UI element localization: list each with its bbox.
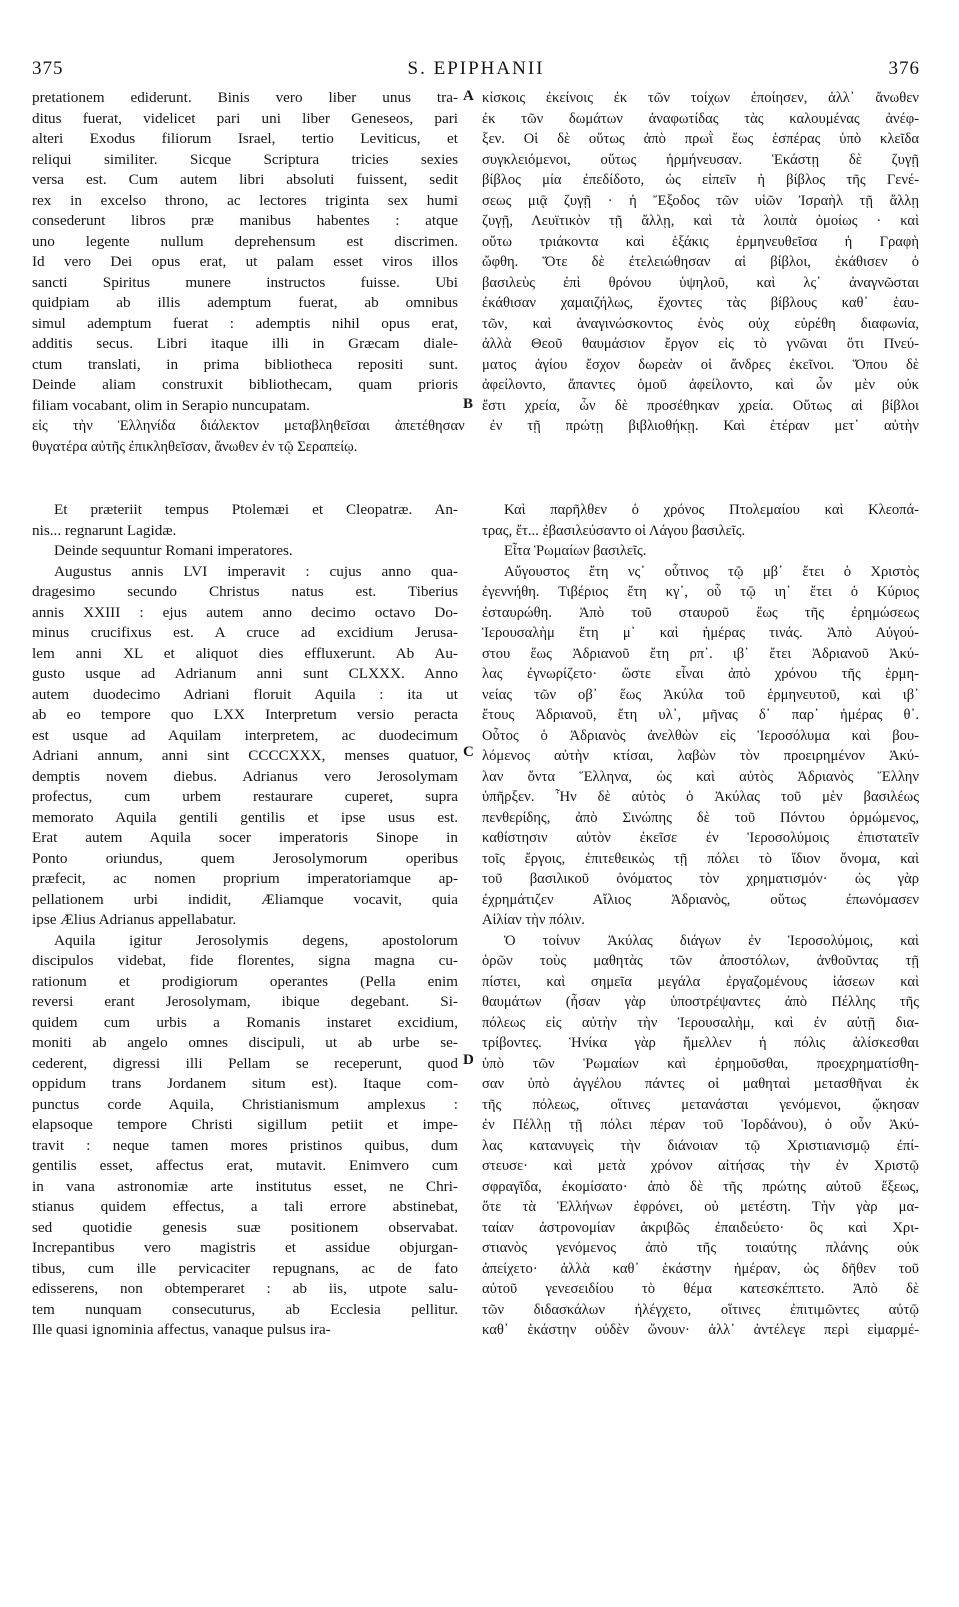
text-line: λαν ὄντα Ἕλληνα, ὡς καὶ αὐτὸς Ἀδριανὸς Ἕλλην bbox=[482, 768, 919, 785]
text-line: νείας τῶν οβ᾽ ἕως Ἀκύλα τοῦ ἑρμηνευτοῦ, καὶ ιβ᾽ bbox=[482, 686, 919, 703]
text-line: ἔστι χρεία, ὧν δὲ προσέθηκαν χρεία. Οὕτως αἱ βίβλοι bbox=[482, 397, 919, 414]
right-page-number: 376 bbox=[888, 58, 920, 79]
text-line: ἐκάθισαν χαμαιζήλως, ἔχοντες τὰς βίβλους καθ᾽ ἑαυ- bbox=[482, 295, 919, 311]
text-line: Increpantibus vero magistris et assidue objurgan- bbox=[32, 1239, 458, 1256]
text-line: ἔτους Ἀδριανοῦ, ἔτη υλ᾽, μῆνας δ᾽ παρ᾽ ἡμέρας θ᾽. bbox=[482, 707, 919, 723]
text-line: ζυγῇ, Λευϊτικὸν τῇ ἄλλῃ, καὶ τὰ λοιπὰ ὁμοίως · καὶ bbox=[482, 213, 919, 229]
text-line: sancti Spiritus munere instructos fuisse. Ubi bbox=[32, 273, 458, 291]
text-line: Εἶτα Ῥωμαίων βασιλεῖς. bbox=[504, 543, 647, 559]
text-line: πενθερίδης, ἀπὸ Σινώπης δὲ τοῦ Πόντου ὁρμώμενος, bbox=[482, 809, 919, 826]
text-line: discipulos videbat, fide florentes, signa magna cu- bbox=[32, 952, 458, 969]
text-line: ὑπῆρξεν. Ἦν δὲ αὐτὸς ὁ Ἀκύλας τοῦ μὲν βασιλέως bbox=[482, 789, 919, 805]
text-line: ταίαν ἀστρονομίαν ἀκριβῶς ἐπαιδεύετο· ὃς καὶ Χρι- bbox=[482, 1219, 919, 1236]
text-line: Ille quasi ignominia affectus, vanaque pulsus ira- bbox=[32, 1321, 331, 1338]
text-line: sed quotidie genesis suæ positionem observabat. bbox=[32, 1218, 458, 1236]
margin-marker-c: C bbox=[463, 744, 474, 760]
text-line: ipse Ælius Adrianus appellabatur. bbox=[32, 911, 237, 928]
latin-column-top bbox=[32, 88, 458, 416]
text-line: λας κατανυγεὶς τὴν διάνοιαν τῷ Χριστιανισμῷ ἐπί- bbox=[482, 1137, 919, 1154]
greek-full-width-lines bbox=[32, 416, 919, 457]
text-line: ἐκ τῶν δωμάτων ἀναφωτίδας τὰς καλουμένας ἀνέφ- bbox=[482, 110, 919, 127]
text-line: minus crucifixus est. A cruce ad excidium Jerusa- bbox=[32, 624, 458, 641]
text-line: Ponto oriundus, quem Jerosolymorum operibus bbox=[32, 849, 458, 867]
text-line: θυγατέρα αὐτῆς ἐπικληθεῖσαν, ἄνωθεν ἐν τῷ Σεραπείῳ. bbox=[32, 438, 358, 455]
text-line: in vana astronomiæ arte institutus esset, ne Chri- bbox=[32, 1177, 458, 1195]
text-line: gusto usque ad Adrianum anni sunt CLXXX. Anno bbox=[32, 665, 458, 682]
text-line: στιανὸς γενόμενος ἀπὸ τῆς τοιαύτης πλάνης οὐκ bbox=[482, 1240, 919, 1256]
text-line: pretationem ediderunt. Binis vero liber unus tra- bbox=[32, 89, 458, 106]
text-line: αὐτοῦ γενεσειδίου τὸ θέμα κατεσκέπτετο. Ἀπὸ δὲ bbox=[482, 1281, 919, 1297]
text-line: Ἱερουσαλὴμ ἔτη μ᾽ καὶ ἡμέρας τινάς. Ἀπὸ Αὐγού- bbox=[482, 625, 919, 641]
text-line: τῆς πόλεως, οἵτινες μετανάσται γενόμενοι, ᾤκησαν bbox=[482, 1096, 919, 1113]
text-line: rationum et prodigiorum operantes (Pella enim bbox=[32, 972, 458, 990]
text-line: alteri Exodus filiorum Israel, tertio Leviticus, et bbox=[32, 130, 458, 147]
text-line: uno legente nullum deprehensum est discrimen. bbox=[32, 232, 458, 250]
text-line: additis secus. Libri itaque illi in Græcam diale- bbox=[32, 335, 458, 352]
text-line: πόλεως εἰς αὐτὴν τὴν Ἱερουσαλὴμ, καὶ ἐν αὐτῇ δια- bbox=[482, 1014, 919, 1031]
margin-marker-b: B bbox=[463, 396, 474, 412]
text-line: quidem cum urbis a Romanis instaret excidium, bbox=[32, 1013, 458, 1031]
text-line: ditus fuerat, videlicet pari uni liber Geneseos, pari bbox=[32, 109, 458, 127]
text-line: rex in excelso throno, ac lectores triginta sex humi bbox=[32, 191, 458, 209]
latin-column-bottom bbox=[32, 500, 458, 1341]
text-line: ξεν. Οἱ δὲ οὕτως ἀπὸ πρωῒ ἕως ἑσπέρας ὑπὸ κλεῖδα bbox=[482, 131, 919, 147]
text-line: moniti ab angelo omnes discipuli, ut ab urbe se- bbox=[32, 1034, 458, 1051]
text-line: οὕτω τριάκοντα καὶ ἑξάκις ἑρμηνευθεῖσα ἡ Γραφὴ bbox=[482, 233, 919, 250]
text-line: elapsoque tempore Christi sigillum petiit et impe- bbox=[32, 1116, 458, 1133]
text-line: ἀλλὰ Θεοῦ θαυμάσιον ἔργον εἰς τὸ γνῶναι ὅτι Πνεύ- bbox=[482, 336, 919, 352]
text-line: dragesimo secundo Christus natus est. Tiberius bbox=[32, 583, 458, 600]
text-line: ἀπείχετο· ἀλλὰ καθ᾽ ἑκάστην ἡμέραν, ὡς δῆθεν τοῦ bbox=[482, 1260, 919, 1277]
text-line: βασιλεὺς ἐπὶ θρόνου ὑψηλοῦ, καὶ λς᾽ ἀναγνῶσται bbox=[482, 274, 919, 291]
text-line: Augustus annis LVI imperavit : cujus anno qua- bbox=[54, 562, 458, 580]
text-line: πίστει, καὶ σημεῖα μεγάλα ἐργαζομένους ἰάσεων καὶ bbox=[482, 973, 919, 990]
text-line: ὤφθη. Ὅτε δὲ ἐτελειώθησαν αἱ βίβλοι, ἐκάθισεν ὁ bbox=[482, 254, 919, 270]
text-line: travit : neque tamen mores pristinos quibus, dum bbox=[32, 1136, 458, 1154]
text-line: Αὔγουστος ἔτη νς᾽ οὗτινος τῷ μβ᾽ ἔτει ὁ Χριστὸς bbox=[504, 563, 919, 580]
text-line: gentilis esset, affectus erat, mutavit. Enimvero cum bbox=[32, 1157, 458, 1174]
text-line: ἐν Πέλλῃ τῇ πόλει πέραν τοῦ Ἰορδάνου), ὁ οὖν Ἀκύ- bbox=[482, 1117, 919, 1133]
text-line: simul ademptum fuerat : ademptis nihil opus erat, bbox=[32, 314, 458, 332]
text-line: tibus, cum ille pervicaciter repugnans, ac de fato bbox=[32, 1259, 458, 1277]
text-line: quidpiam ab illis ademptum fuerat, ab omnibus bbox=[32, 294, 458, 311]
greek-column-bottom bbox=[482, 500, 919, 1341]
text-line: edisserens, non obtemperaret : ab iis, utpote salu- bbox=[32, 1280, 458, 1297]
text-line: oppidum trans Jordanem situm est). Itaque com- bbox=[32, 1075, 458, 1092]
greek-column-top bbox=[482, 88, 919, 416]
text-line: ἀφείλοντο, ἅπαντες ὁμοῦ ἀφείλοντο, καὶ ὧν μὲν οὐκ bbox=[482, 377, 919, 393]
text-line: filiam vocabant, olim in Serapio nuncupatam. bbox=[32, 396, 310, 414]
text-line: τοῦ βασιλικοῦ ὀνόματος τὸν χρηματισμόν· ὡς γὰρ bbox=[482, 871, 919, 887]
text-line: σαν ὑπὸ ἀγγέλου πάντες οἱ μαθηταὶ μετασθῆναι ἐκ bbox=[482, 1076, 919, 1092]
text-line: ὁρῶν τοὺς μαθητὰς τῶν ἀποστόλων, ἀνθοῦντας τῇ bbox=[482, 953, 919, 969]
text-line: annis XXIII : ejus autem anno decimo octavo Do- bbox=[32, 603, 458, 621]
text-line: profectus, cum urbem restaurare cuperet, supra bbox=[32, 788, 458, 805]
text-line: nis... regnarunt Lagidæ. bbox=[32, 521, 177, 539]
text-line: τῶν, καὶ ἀναγινώσκοντος ἑνὸς οὐχ εὑρέθη διαφωνία, bbox=[482, 315, 919, 332]
text-line: pellationem urbi indidit, Æliamque vocavit, quia bbox=[32, 890, 458, 908]
text-line: Αἰλίαν τὴν πόλιν. bbox=[482, 912, 585, 928]
text-line: cederent, digressi illi Pellam se receperunt, quod bbox=[32, 1054, 458, 1072]
left-page-number: 375 bbox=[32, 58, 64, 79]
margin-marker-d: D bbox=[463, 1052, 474, 1068]
text-line: ματος ἁγίου ἔσχον δωρεὰν οἱ ἄνδρες ἐκεῖνοι. Ὅπου δὲ bbox=[482, 356, 919, 373]
text-line: reversi erant Jerosolymam, ibique degebant. Si- bbox=[32, 993, 458, 1010]
text-line: ab eo tempore quo LXX Interpretum versio peracta bbox=[32, 706, 458, 723]
text-line: στου ἕως Ἀδριανοῦ ἔτη ρπ᾽. ιβ᾽ ἔτει Ἀδριανοῦ Ἀκύ- bbox=[482, 645, 919, 662]
text-line: εἰς τὴν Ἑλληνίδα διάλεκτον μεταβληθεῖσαι ἀπετέθησαν ἐν τῇ πρώτῃ βιβλιοθήκῃ. Καὶ ἑτέραν μετ᾽ αὐτὴν bbox=[32, 418, 919, 434]
text-line: versa est. Cum autem libri absoluti fuissent, sedit bbox=[32, 171, 458, 188]
text-line: τρας, ἔτ... ἐβασιλεύσαντο οἱ Λάγου βασιλεῖς. bbox=[482, 522, 746, 539]
text-line: βίβλος μία ἐπεδίδοτο, ὡς εἰπεῖν ἡ βίβλος τῆς Γενέ- bbox=[482, 172, 919, 188]
text-line: καθίστησιν αὐτὸν ἐκεῖσε ἐν Ἱεροσολύμοις ἐπιστατεῖν bbox=[482, 830, 919, 846]
text-line: stianus quidem effectus, a tali errore abstinebat, bbox=[32, 1198, 458, 1215]
text-line: λας ἐγνωρίζετο· ὥστε εἶναι ἀπὸ χρόνου τῆς ἑρμη- bbox=[482, 666, 919, 682]
running-title: S. EPIPHANII bbox=[407, 58, 545, 79]
text-line: reliqui similiter. Sicque Scriptura tricies sexies bbox=[32, 150, 458, 168]
text-line: ὅτε τὰ Ἑλλήνων ἐφρόνει, οὐ μετέστη. Τὴν γὰρ μα- bbox=[482, 1199, 919, 1215]
text-line: τρίβοντες. Ἡνίκα γὰρ ἤμελλεν ἡ πόλις ἁλίσκεσθαι bbox=[482, 1035, 919, 1051]
text-line: Οὗτος ὁ Ἀδριανὸς ἀνελθὼν εἰς Ἱεροσόλυμα καὶ βου- bbox=[482, 727, 919, 744]
text-line: autem duodecimo Adriani floruit Aquila : ita ut bbox=[32, 685, 458, 703]
text-line: memorato Aquila gentili gentilis et ipse usus est. bbox=[32, 808, 458, 826]
text-line: Id vero Dei opus erat, ut palam esset viros illos bbox=[32, 253, 458, 270]
text-line: λόμενος αὐτὴν κτίσαι, λαβὼν τὸν προειρημένον Ἀκύ- bbox=[482, 748, 919, 764]
text-line: σφραγῖδα, ἐκομίσατο· ἀπὸ δὲ τῆς πρώτης αὐτοῦ ἕξεως, bbox=[482, 1178, 919, 1195]
page-header bbox=[32, 58, 920, 84]
text-line: συγκλειόμενοι, οὕτως ἡρμήνευσαν. Ἑκάστῃ δὲ ζυγῇ bbox=[482, 151, 919, 168]
text-line: punctus corde Aquila, Christianismum amplexus : bbox=[32, 1095, 458, 1113]
text-line: Deinde aliam construxit bibliothecam, quam prioris bbox=[32, 376, 458, 393]
text-line: Deinde sequuntur Romani imperatores. bbox=[54, 542, 293, 559]
text-line: præfecit, ac nomen proprium imperatoriamque ap- bbox=[32, 870, 458, 887]
text-line: Adriani annum, anni sint CCCCXXX, menses quatuor, bbox=[32, 747, 458, 764]
text-line: consederunt libros præ manibus habentes : atque bbox=[32, 212, 458, 229]
text-line: καθ᾽ ἑκάστην οὐδὲν ὤνουν· ἀλλ᾽ ἀντέλεγε περὶ εἱμαρμέ- bbox=[482, 1322, 919, 1338]
text-line: Καὶ παρῆλθεν ὁ χρόνος Πτολεμαίου καὶ Κλεοπά- bbox=[504, 502, 919, 518]
text-line: lem anni XL et aliquot dies effluxerunt. Ab Au- bbox=[32, 644, 458, 662]
text-line: ἐγεννήθη. Τιβέριος ἔτη κγ᾽, οὗ τῷ ιη᾽ ἔτει ὁ Κύριος bbox=[482, 584, 919, 600]
text-line: σεως μιᾷ ζυγῇ · ἡ Ἔξοδος τῶν υἱῶν Ἰσραὴλ τῇ ἄλλῃ bbox=[482, 192, 919, 209]
text-line: κίσκοις ἐκείνοις ἐκ τῶν τοίχων ἐποίησεν, ἀλλ᾽ ἄνωθεν bbox=[482, 90, 919, 106]
text-line: ὑπὸ τῶν Ῥωμαίων καὶ ἐρημοῦσθαι, προεχρηματίσθη- bbox=[482, 1055, 919, 1072]
text-line: ἐχρημάτιζεν Αἴλιος Ἀδριανὸς, οὕτως ἐπωνόμασεν bbox=[482, 891, 919, 908]
text-line: ἐσταυρώθη. Ἀπὸ τοῦ σταυροῦ ἕως τῆς ἐρημώσεως bbox=[482, 604, 919, 621]
text-line: τοῖς ἔργοις, ἐπιτεθεικὼς τῇ πόλει τὸ ἴδιον ὄνομα, καὶ bbox=[482, 850, 919, 867]
text-line: τῶν διδασκάλων ἠλέγχετο, οἵτινες ἐπιτιμῶντες αὐτῷ bbox=[482, 1301, 919, 1318]
text-line: στευσε· καὶ μετὰ χρόνον αἰτήσας τὴν ἐν Χριστῷ bbox=[482, 1158, 919, 1174]
text-line: demptis novem diebus. Adrianus vero Jerosolymam bbox=[32, 767, 458, 785]
text-line: θαυμάτων (ἦσαν γὰρ ὑποστρέψαντες ἀπὸ Πέλλης τῆς bbox=[482, 994, 919, 1010]
text-line: tem nunquam consecuturus, ab Ecclesia pellitur. bbox=[32, 1300, 458, 1318]
text-line: est usque ad Aquilam interpretem, ac duodecimum bbox=[32, 726, 458, 744]
text-line: Aquila igitur Jerosolymis degens, apostolorum bbox=[54, 931, 458, 949]
text-line: Ὁ τοίνυν Ἀκύλας διάγων ἐν Ἱεροσολύμοις, καὶ bbox=[504, 932, 919, 949]
text-line: ctum translati, in prima bibliotheca repositi sunt. bbox=[32, 355, 458, 373]
margin-marker-a: A bbox=[463, 88, 474, 104]
text-line: Et præteriit tempus Ptolemæi et Cleopatræ. An- bbox=[54, 501, 458, 518]
text-line: Erat autem Aquila socer imperatoris Sinope in bbox=[32, 829, 458, 846]
